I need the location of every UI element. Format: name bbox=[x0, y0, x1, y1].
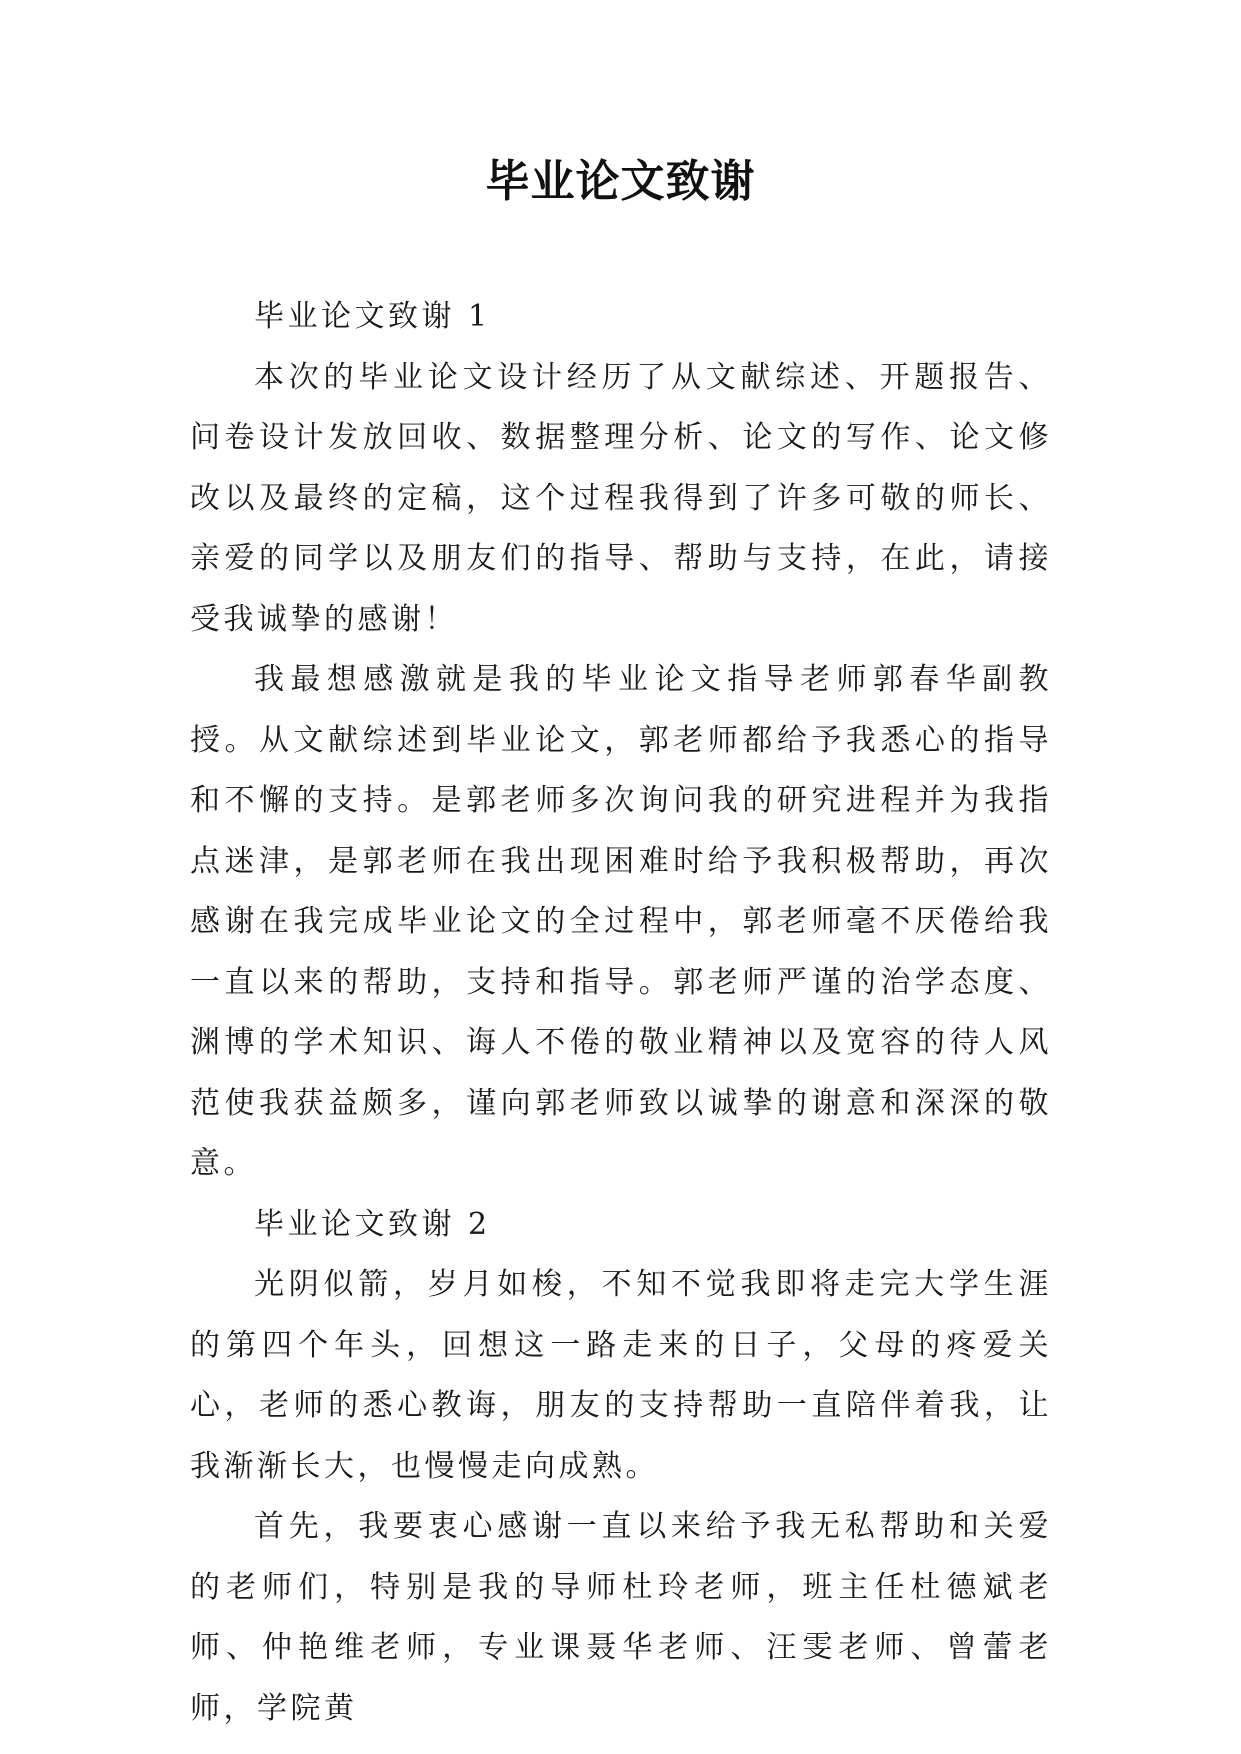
paragraph: 本次的毕业论文设计经历了从文献综述、开题报告、问卷设计发放回收、数据整理分析、论文的写作、论文修改以及最终的定稿，这个过程我得到了许多可敬的师长、亲爱的同学以及朋友们的指导、帮助与支持，在此，请接受我诚挚的感谢！ bbox=[190, 359, 1052, 637]
document-title: 毕业论文致谢 bbox=[485, 156, 756, 207]
paragraph: 首先，我要衷心感谢一直以来给予我无私帮助和关爱的老师们，特别是我的导师杜玲老师，班主任杜德斌老师、仲艳维老师，专业课聂华老师、汪雯老师、曾蕾老师，学院黄 bbox=[190, 1509, 1052, 1726]
paragraph: 光阴似箭，岁月如梭，不知不觉我即将走完大学生涯的第四个年头，回想这一路走来的日子，父母的疼爱关心，老师的悉心教诲，朋友的支持帮助一直陪伴着我，让我渐渐长大，也慢慢走向成熟。 bbox=[190, 1267, 1052, 1484]
document-body bbox=[190, 287, 1052, 1739]
paragraph: 我最想感激就是我的毕业论文指导老师郭春华副教授。从文献综述到毕业论文，郭老师都给予我悉心的指导和不懈的支持。是郭老师多次询问我的研究进程并为我指点迷津，是郭老师在我出现困难时给予我积极帮助，再次感谢在我完成毕业论文的全过程中，郭老师毫不厌倦给我一直以来的帮助，支持和指导。郭老师严谨的治学态度、渊博的学术知识、诲人不倦的敬业精神以及宽容的待人风范使我获益颇多，谨向郭老师致以诚挚的谢意和深深的敬意。 bbox=[190, 662, 1052, 1181]
section-heading-1: 毕业论文致谢 1 bbox=[254, 299, 491, 334]
section-heading-2: 毕业论文致谢 2 bbox=[254, 1206, 491, 1242]
